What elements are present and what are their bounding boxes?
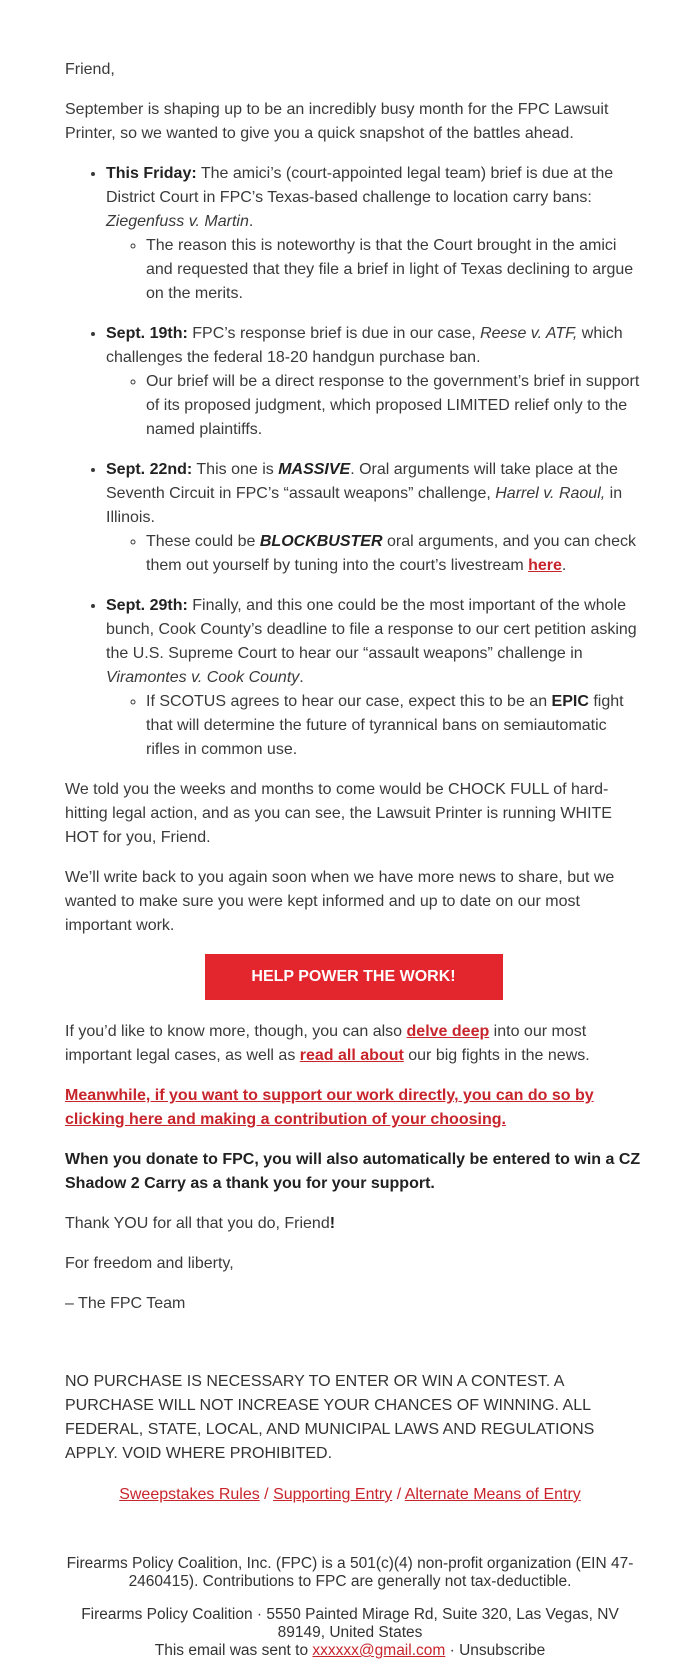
case-name: Ziegenfuss v. Martin	[106, 213, 249, 230]
supporting-entry-link[interactable]: Supporting Entry	[273, 1486, 393, 1503]
alternate-entry-link[interactable]: Alternate Means of Entry	[404, 1486, 581, 1503]
footer-address-block	[60, 1606, 640, 1660]
write-back-paragraph: We’ll write back to you again soon when we have more news to share, but we wanted to make sure you were kept informed and up to date on our most important work.	[65, 869, 615, 934]
item-label: This Friday:	[106, 165, 197, 182]
sub-item: ◦ Our brief will be a direct response to the government’s brief in support of its proposed judgment, which proposed LIMITED relief only to the named plaintiffs.	[146, 370, 642, 442]
donate-note: When you donate to FPC, you will also automatically be entered to win a CZ Shadow 2 Carry as a thank you for your support.	[65, 1151, 641, 1192]
list-item-sept22: • Sept. 22nd: This one is MASSIVE. Oral arguments will take place at the Seventh Circuit in FPC’s “assault weapons” challenge, Harrel v. Raoul, in Illinois. ◦ These could be BLOCKBUSTER oral arguments, and you can check them out yourself by tuning into the court’s livestream here.	[106, 458, 642, 578]
signature: – The FPC Team	[65, 1295, 186, 1312]
sub-item: ◦ The reason this is noteworthy is that the Court brought in the amici and requested that they file a brief in light of Texas declining to argue on the merits.	[146, 234, 642, 306]
sub-item: ◦ If SCOTUS agrees to hear our case, expect this to be an EPIC fight that will determine the future of tyrannical bans on semiautomatic rifles in common use.	[146, 690, 642, 762]
sweepstakes-rules-link[interactable]: Sweepstakes Rules	[119, 1486, 260, 1503]
unsubscribe-link[interactable]: Unsubscribe	[459, 1642, 546, 1659]
item-label: Sept. 29th:	[106, 597, 188, 614]
support-link[interactable]: Meanwhile, if you want to support our work directly, you can do so by clicking here and making a contribution of your choosing.	[65, 1087, 594, 1128]
list-item-sept29: • Sept. 29th: Finally, and this one could be the most important of the whole bunch, Cook County’s deadline to file a response to our cert petition asking the U.S. Supreme Court to hear our “assault weapons” challenge in Viramontes v. Cook County. ◦ If SCOTUS agrees to hear our case, expect this to be an EPIC fight that will determine the future of tyrannical bans on semiautomatic rifles in common use.	[106, 594, 642, 762]
sub-item: ◦ These could be BLOCKBUSTER oral arguments, and you can check them out yourself by tuning into the court’s livestream here.	[146, 530, 642, 578]
list-item-friday: • This Friday: The amici’s (court-appointed legal team) brief is due at the District Court in FPC’s Texas-based challenge to location carry bans: Ziegenfuss v. Martin. ◦ The reason this is noteworthy is that the Court brought in the amici and requested that they file a brief in light of Texas declining to argue on the merits.	[106, 162, 642, 306]
footer-org-info: Firearms Policy Coalition, Inc. (FPC) is a 501(c)(4) non-profit organization (EIN 47-2460415). Contributions to FPC are generally not tax-deductible.	[66, 1555, 634, 1590]
item-label: Sept. 19th:	[106, 325, 188, 342]
footer-sent-to: This email was sent to xxxxxx@gmail.com · Unsubscribe	[154, 1642, 546, 1659]
list-item-sept19: • Sept. 19th: FPC’s response brief is due in our case, Reese v. ATF, which challenges the federal 18-20 handgun purchase ban. ◦ Our brief will be a direct response to the government’s brief in support of its proposed judgment, which proposed LIMITED relief only to the named plaintiffs.	[106, 322, 642, 442]
emphasis: MASSIVE	[278, 461, 351, 478]
footer-address: Firearms Policy Coalition · 5550 Painted Mirage Rd, Suite 320, Las Vegas, NV 89149, United States	[81, 1606, 619, 1641]
sweepstakes-disclaimer: NO PURCHASE IS NECESSARY TO ENTER OR WIN A CONTEST. A PURCHASE WILL NOT INCREASE YOUR CHANCES OF WINNING. ALL FEDERAL, STATE, LOCAL, AND MUNICIPAL LAWS AND REGULATIONS APPLY. VOID WHERE PROHIBITED.	[65, 1373, 595, 1462]
case-name: Harrel v. Raoul,	[495, 485, 606, 502]
delve-deep-link[interactable]: delve deep	[406, 1023, 490, 1040]
help-power-button[interactable]: HELP POWER THE WORK!	[205, 954, 503, 1000]
item-label: Sept. 22nd:	[106, 461, 193, 478]
emphasis: BLOCKBUSTER	[259, 533, 383, 550]
more-paragraph: If you’d like to know more, though, you can also delve deep into our most important legal cases, as well as read all about our big fights in the news.	[65, 1023, 590, 1064]
livestream-link[interactable]: here	[528, 557, 562, 574]
read-all-about-link[interactable]: read all about	[299, 1047, 404, 1064]
thanks-line: Thank YOU for all that you do, Friend!	[65, 1215, 336, 1232]
intro-paragraph: September is shaping up to be an incredibly busy month for the FPC Lawsuit Printer, so we wanted to give you a quick snapshot of the battles ahead.	[65, 101, 609, 142]
emphasis: EPIC	[551, 693, 589, 710]
case-name: Reese v. ATF,	[480, 325, 578, 342]
chock-full-paragraph: We told you the weeks and months to come would be CHOCK FULL of hard-hitting legal action, and as you can see, the Lawsuit Printer is running WHITE HOT for you, Friend.	[65, 781, 612, 846]
recipient-email-link[interactable]: xxxxxx@gmail.com	[312, 1642, 446, 1659]
greeting: Friend,	[65, 61, 115, 78]
email-body	[65, 58, 642, 1332]
case-name: Viramontes v. Cook County	[106, 669, 300, 686]
closing-line: For freedom and liberty,	[65, 1255, 234, 1272]
rules-links: Sweepstakes Rules / Supporting Entry / Alternate Means of Entry	[119, 1486, 581, 1503]
deadline-list	[65, 162, 642, 762]
